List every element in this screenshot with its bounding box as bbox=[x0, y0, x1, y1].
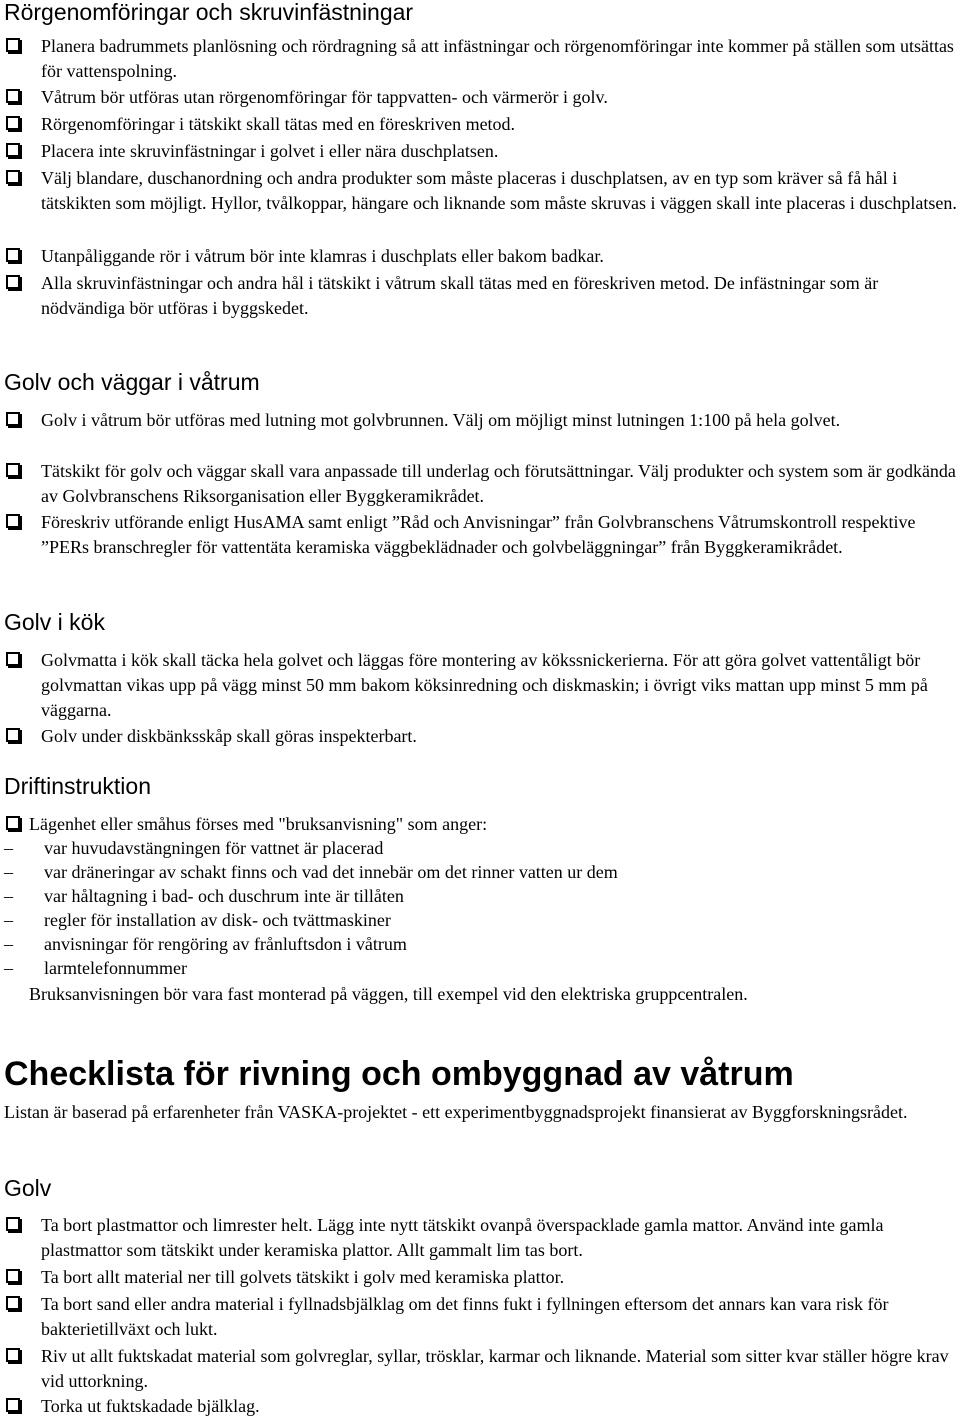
main-heading: Checklista för rivning och ombyggnad av våtrum bbox=[4, 1055, 794, 1093]
dash-icon: – bbox=[4, 934, 13, 954]
dash-list-item: – var håltagning i bad- och duschrum inte är tillåten bbox=[4, 886, 404, 906]
item-text: Golv under diskbänksskåp skall göras inspekterbart. bbox=[41, 726, 417, 746]
checkbox-icon[interactable] bbox=[6, 170, 20, 184]
dash-list-item: – var huvudavstängningen för vattnet är placerad bbox=[4, 838, 384, 858]
section-heading-floor: Golv bbox=[4, 1175, 52, 1201]
checkbox-icon[interactable] bbox=[6, 143, 20, 157]
dash-icon: – bbox=[4, 838, 13, 858]
section-heading-wet-room: Golv och väggar i våtrum bbox=[4, 369, 260, 395]
item-text: Välj blandare, duschanordning och andra produkter som måste placeras i duschplatsen, av en typ som kräver så få hål i tätskikten som möjligt. Hyllor, tvålkoppar, hängare och liknande som måste skruvas i väggen skall inte placeras i duschplatsen. bbox=[41, 168, 957, 213]
checkbox-icon[interactable] bbox=[6, 275, 20, 289]
checkbox-icon[interactable] bbox=[6, 38, 20, 52]
checkbox-icon[interactable] bbox=[6, 1348, 20, 1362]
dash-icon: – bbox=[4, 862, 13, 882]
item-text: Tätskikt för golv och väggar skall vara anpassade till underlag och förutsättningar. Välj produkter och system som är godkända av Golvbranschens Riksorganisation eller Byggkeramikrådet. bbox=[41, 461, 956, 506]
item-text: Placera inte skruvinfästningar i golvet i eller nära duschplatsen. bbox=[41, 141, 499, 161]
operation-closing-text: Bruksanvisningen bör vara fast monterad på väggen, till exempel vid den elektriska gruppcentralen. bbox=[29, 984, 748, 1004]
checkbox-icon[interactable] bbox=[6, 652, 20, 666]
checkbox-icon[interactable] bbox=[6, 1217, 20, 1231]
checkbox-icon[interactable] bbox=[6, 463, 20, 477]
checkbox-icon[interactable] bbox=[6, 1296, 20, 1310]
item-text: Golv i våtrum bör utföras med lutning mot golvbrunnen. Välj om möjligt minst lutningen 1:100 på hela golvet. bbox=[41, 410, 841, 430]
checkbox-icon[interactable] bbox=[6, 514, 20, 528]
checkbox-icon[interactable] bbox=[6, 1269, 20, 1283]
checkbox-icon[interactable] bbox=[6, 728, 20, 742]
item-text: Våtrum bör utföras utan rörgenomföringar för tappvatten- och värmerör i golv. bbox=[41, 87, 608, 107]
item-text: Planera badrummets planlösning och rördragning så att infästningar och rörgenomföringar inte kommer på ställen som utsättas för vattenspolning. bbox=[41, 36, 954, 81]
dash-list-item: – var dräneringar av schakt finns och vad det innebär om det rinner vatten ur dem bbox=[4, 862, 618, 882]
item-text: Lägenhet eller småhus förses med "bruksanvisning" som anger: bbox=[29, 814, 488, 834]
dash-list-item: – larmtelefonnummer bbox=[4, 958, 187, 978]
dash-icon: – bbox=[4, 910, 13, 930]
item-text: Ta bort sand eller andra material i fyllnadsbjälklag om det finns fukt i fyllningen eftersom det annars kan vara risk för bakterietillväxt och lukt. bbox=[41, 1294, 889, 1339]
item-text: Golvmatta i kök skall täcka hela golvet och läggas före montering av kökssnickerierna. För att göra golvet vattentåligt bör golvmattan vikas upp på vägg minst 50 mm bakom köksinredning och diskmaskin; i övrigt viks mattan upp minst 5 mm på väggarna. bbox=[41, 650, 928, 720]
checkbox-icon[interactable] bbox=[6, 816, 20, 830]
dash-icon: – bbox=[4, 958, 13, 978]
item-text: Ta bort allt material ner till golvets tätskikt i golv med keramiska plattor. bbox=[41, 1267, 565, 1287]
main-intro-text: Listan är baserad på erfarenheter från VASKA-projektet - ett experimentbyggnadsprojekt finansierat av Byggforskningsrådet. bbox=[4, 1102, 908, 1122]
dash-icon: – bbox=[4, 886, 13, 906]
section-heading-pipes: Rörgenomföringar och skruvinfästningar bbox=[4, 0, 414, 25]
item-text: Torka ut fuktskadade bjälklag. bbox=[41, 1396, 260, 1416]
dash-list-item: – regler för installation av disk- och tvättmaskiner bbox=[4, 910, 391, 930]
checkbox-icon[interactable] bbox=[6, 412, 20, 426]
checkbox-icon[interactable] bbox=[6, 1398, 20, 1412]
section-heading-operation: Driftinstruktion bbox=[4, 773, 151, 799]
checkbox-icon[interactable] bbox=[6, 248, 20, 262]
item-text: Ta bort plastmattor och limrester helt. Lägg inte nytt tätskikt ovanpå överspacklade gamla mattor. Använd inte gamla plastmattor som tätskikt under keramiska plattor. Allt gammalt lim tas bort. bbox=[41, 1215, 884, 1260]
dash-list-item: – anvisningar för rengöring av frånluftsdon i våtrum bbox=[4, 934, 407, 954]
checkbox-icon[interactable] bbox=[6, 89, 20, 103]
item-text: Riv ut allt fuktskadat material som golvreglar, syllar, trösklar, karmar och liknande. Material som sitter kvar ställer högre krav vid uttorkning. bbox=[41, 1346, 949, 1391]
item-text: Utanpåliggande rör i våtrum bör inte klamras i duschplats eller bakom badkar. bbox=[41, 246, 604, 266]
item-text: Alla skruvinfästningar och andra hål i tätskikt i våtrum skall tätas med en föreskriven metod. De infästningar som är nödvändiga bör utföras i byggskedet. bbox=[41, 273, 879, 318]
item-text: Föreskriv utförande enligt HusAMA samt enligt ”Råd och Anvisningar” från Golvbranschens Våtrumskontroll respektive ”PERs branschregler för vattentäta keramiska väggbeklädnader och golvbeläggningar” från Byggkeramikrådet. bbox=[41, 512, 916, 557]
checkbox-icon[interactable] bbox=[6, 116, 20, 130]
section-heading-kitchen: Golv i kök bbox=[4, 609, 105, 635]
item-text: Rörgenomföringar i tätskikt skall tätas med en föreskriven metod. bbox=[41, 114, 516, 134]
